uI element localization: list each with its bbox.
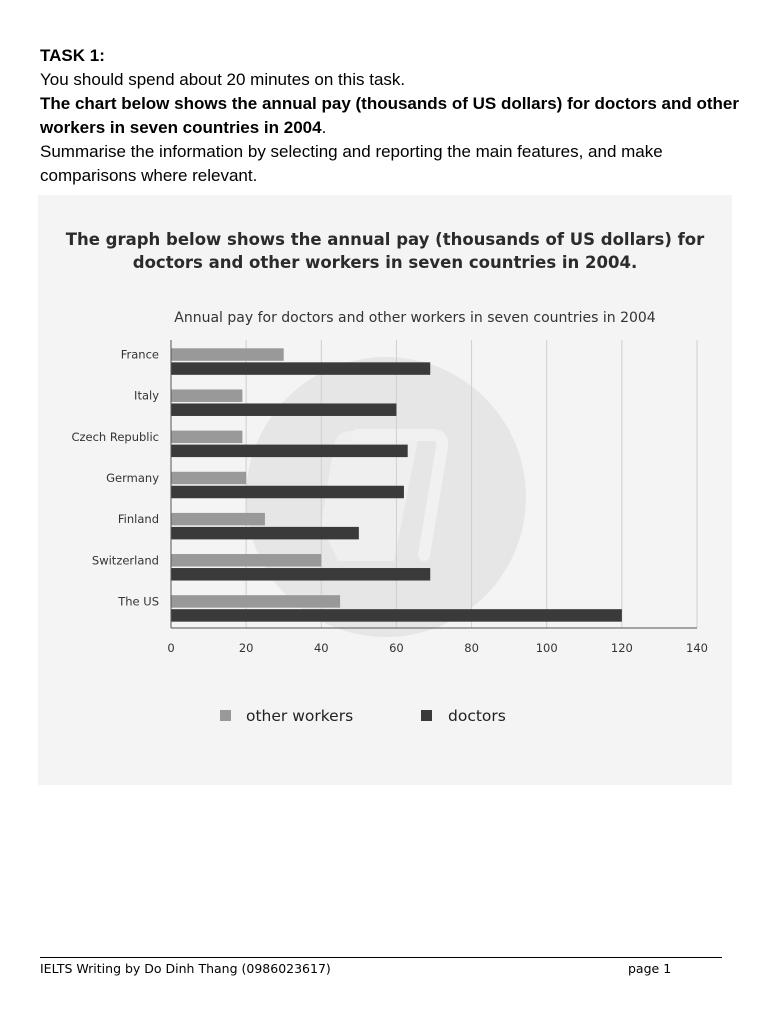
bar-doctors (171, 568, 430, 581)
x-tick-label: 40 (313, 641, 329, 655)
bar-doctors (171, 445, 408, 458)
footer-page-number: page 1 (628, 961, 672, 976)
chart-figure (38, 195, 732, 785)
chart-title: Annual pay for doctors and other workers in seven countries in 2004 (174, 310, 656, 326)
category-label: France (120, 347, 159, 362)
figure-heading-line1: The graph below shows the annual pay (thousands of US dollars) for (65, 230, 705, 249)
figure-heading (38, 228, 732, 274)
bar-doctors (171, 486, 404, 499)
bar-other-workers (171, 389, 242, 402)
x-tick-label: 120 (610, 641, 633, 655)
legend-swatch-other-workers (220, 710, 231, 721)
bar-other-workers (171, 554, 321, 567)
legend-label-doctors: doctors (448, 707, 506, 725)
category-label: Czech Republic (71, 429, 159, 444)
bar-doctors (171, 403, 396, 416)
bar-other-workers (171, 431, 242, 444)
task-heading: TASK 1: (40, 46, 105, 65)
task-block (40, 44, 740, 188)
task-summary: Summarise the information by selecting and reporting the main features, and make comparisons where relevant. (40, 142, 663, 185)
legend (220, 707, 506, 725)
task-prompt-end: . (321, 118, 327, 137)
x-tick-label: 100 (535, 641, 558, 655)
x-tick-label: 80 (464, 641, 479, 655)
task-instruction: You should spend about 20 minutes on this task. (40, 70, 406, 89)
figure-heading-line2: doctors and other workers in seven countries in 2004. (132, 253, 638, 272)
task-prompt (40, 92, 740, 140)
task-prompt-text: The chart below shows the annual pay (thousands of US dollars) for doctors and other workers in seven countries in 2004 (40, 94, 739, 137)
footer-divider (40, 957, 722, 958)
x-tick-label: 0 (167, 641, 175, 655)
category-label: Germany (106, 471, 159, 485)
bar-other-workers (171, 595, 340, 608)
category-label: The US (118, 594, 159, 609)
bar-doctors (171, 609, 622, 622)
bar-other-workers (171, 348, 284, 361)
category-label: Finland (117, 512, 159, 527)
legend-swatch-doctors (421, 710, 432, 721)
legend-label-other-workers: other workers (246, 707, 354, 725)
footer-author: IELTS Writing by Do Dinh Thang (0986023617) (40, 961, 331, 976)
category-label: Italy (134, 388, 159, 403)
bar-doctors (171, 527, 359, 540)
category-label: Switzerland (91, 553, 159, 568)
x-tick-label: 20 (238, 641, 254, 655)
bar-doctors (171, 362, 430, 375)
category-labels (71, 348, 159, 609)
x-tick-label: 140 (686, 641, 708, 655)
x-tick-labels (167, 641, 708, 655)
bar-other-workers (171, 472, 246, 485)
x-tick-label: 60 (389, 641, 404, 655)
bar-other-workers (171, 513, 265, 526)
bar-chart (38, 195, 732, 785)
